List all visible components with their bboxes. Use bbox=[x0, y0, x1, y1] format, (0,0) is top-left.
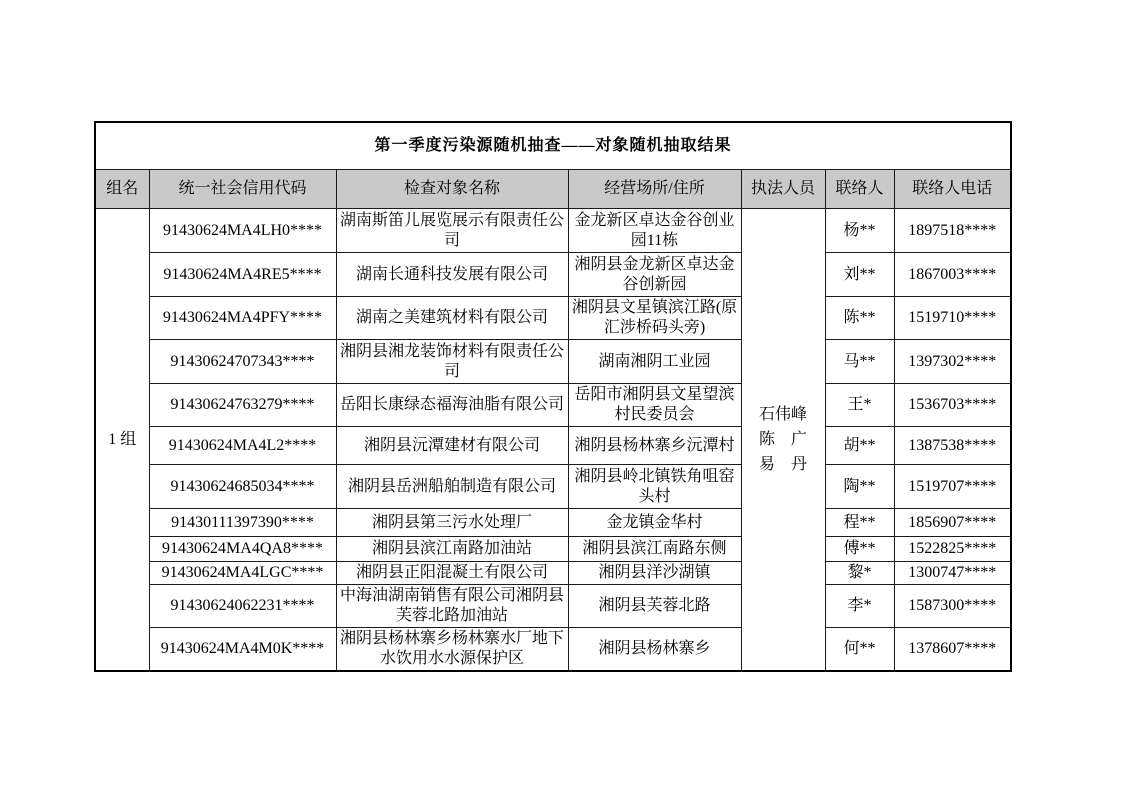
cell-address: 湘阴县金龙新区卓达金谷创新园 bbox=[568, 253, 741, 297]
cell-address: 湖南湘阴工业园 bbox=[568, 340, 741, 384]
cell-credit-code: 91430624MA4LH0**** bbox=[149, 209, 336, 253]
table-row bbox=[95, 427, 1011, 465]
group-name-cell: 1 组 bbox=[95, 209, 149, 672]
cell-object-name: 湖南之美建筑材料有限公司 bbox=[336, 297, 568, 340]
cell-address: 湘阴县滨江南路东侧 bbox=[568, 537, 741, 562]
cell-credit-code: 91430624062231**** bbox=[149, 585, 336, 628]
cell-object-name: 湘阴县正阳混凝土有限公司 bbox=[336, 562, 568, 585]
table-row bbox=[95, 465, 1011, 509]
cell-phone: 1856907**** bbox=[894, 509, 1011, 537]
table-row bbox=[95, 340, 1011, 384]
cell-address: 金龙镇金华村 bbox=[568, 509, 741, 537]
table-row bbox=[95, 253, 1011, 297]
cell-contact: 王* bbox=[825, 384, 894, 427]
cell-credit-code: 91430624MA4M0K**** bbox=[149, 628, 336, 672]
cell-phone: 1519707**** bbox=[894, 465, 1011, 509]
cell-contact: 陈** bbox=[825, 297, 894, 340]
cell-address: 岳阳市湘阴县文星望滨村民委员会 bbox=[568, 384, 741, 427]
col-header-code: 统一社会信用代码 bbox=[149, 170, 336, 209]
cell-contact: 刘** bbox=[825, 253, 894, 297]
col-header-address: 经营场所/住所 bbox=[568, 170, 741, 209]
enforcers-cell bbox=[741, 209, 825, 672]
table-row bbox=[95, 628, 1011, 672]
cell-object-name: 湘阴县湘龙装饰材料有限责任公司 bbox=[336, 340, 568, 384]
cell-address: 湘阴县岭北镇铁角咀窑头村 bbox=[568, 465, 741, 509]
cell-phone: 1897518**** bbox=[894, 209, 1011, 253]
col-header-phone: 联络人电话 bbox=[894, 170, 1011, 209]
cell-address: 湘阴县杨林寨乡沅潭村 bbox=[568, 427, 741, 465]
cell-phone: 1867003**** bbox=[894, 253, 1011, 297]
cell-address: 湘阴县洋沙湖镇 bbox=[568, 562, 741, 585]
col-header-name: 检查对象名称 bbox=[336, 170, 568, 209]
cell-contact: 胡** bbox=[825, 427, 894, 465]
cell-object-name: 湘阴县杨林寨乡杨林寨水厂地下水饮用水水源保护区 bbox=[336, 628, 568, 672]
title-row bbox=[95, 122, 1011, 170]
cell-phone: 1378607**** bbox=[894, 628, 1011, 672]
cell-contact: 杨** bbox=[825, 209, 894, 253]
cell-credit-code: 91430624685034**** bbox=[149, 465, 336, 509]
table-row bbox=[95, 297, 1011, 340]
table-row bbox=[95, 537, 1011, 562]
col-header-enforcers: 执法人员 bbox=[741, 170, 825, 209]
cell-phone: 1387538**** bbox=[894, 427, 1011, 465]
cell-phone: 1522825**** bbox=[894, 537, 1011, 562]
cell-address: 金龙新区卓达金谷创业园11栋 bbox=[568, 209, 741, 253]
cell-credit-code: 91430624707343**** bbox=[149, 340, 336, 384]
cell-contact: 何** bbox=[825, 628, 894, 672]
col-header-group: 组名 bbox=[95, 170, 149, 209]
header-row bbox=[95, 170, 1011, 209]
cell-credit-code: 91430624MA4L2**** bbox=[149, 427, 336, 465]
cell-credit-code: 91430111397390**** bbox=[149, 509, 336, 537]
cell-object-name: 岳阳长康绿态福海油脂有限公司 bbox=[336, 384, 568, 427]
enforcer-name: 石伟峰 bbox=[758, 406, 807, 423]
cell-phone: 1536703**** bbox=[894, 384, 1011, 427]
enforcer-name: 易 丹 bbox=[758, 456, 807, 473]
table-row bbox=[95, 585, 1011, 628]
inspection-results-table bbox=[94, 121, 1012, 672]
page-title: 第一季度污染源随机抽查——对象随机抽取结果 bbox=[95, 122, 1011, 170]
cell-contact: 李* bbox=[825, 585, 894, 628]
cell-contact: 傅** bbox=[825, 537, 894, 562]
cell-credit-code: 91430624MA4PFY**** bbox=[149, 297, 336, 340]
cell-credit-code: 91430624MA4QA8**** bbox=[149, 537, 336, 562]
cell-address: 湘阴县芙蓉北路 bbox=[568, 585, 741, 628]
cell-address: 湘阴县文星镇滨江路(原汇涉桥码头旁) bbox=[568, 297, 741, 340]
enforcer-name: 陈 广 bbox=[758, 431, 807, 448]
cell-phone: 1300747**** bbox=[894, 562, 1011, 585]
cell-contact: 黎* bbox=[825, 562, 894, 585]
cell-object-name: 湘阴县岳洲船舶制造有限公司 bbox=[336, 465, 568, 509]
col-header-contact: 联络人 bbox=[825, 170, 894, 209]
cell-object-name: 湘阴县沅潭建材有限公司 bbox=[336, 427, 568, 465]
cell-credit-code: 91430624MA4RE5**** bbox=[149, 253, 336, 297]
cell-object-name: 中海油湖南销售有限公司湘阴县芙蓉北路加油站 bbox=[336, 585, 568, 628]
cell-credit-code: 91430624MA4LGC**** bbox=[149, 562, 336, 585]
cell-phone: 1519710**** bbox=[894, 297, 1011, 340]
cell-object-name: 湖南斯笛儿展览展示有限责任公司 bbox=[336, 209, 568, 253]
table-row bbox=[95, 562, 1011, 585]
cell-contact: 马** bbox=[825, 340, 894, 384]
cell-contact: 程** bbox=[825, 509, 894, 537]
cell-address: 湘阴县杨林寨乡 bbox=[568, 628, 741, 672]
cell-credit-code: 91430624763279**** bbox=[149, 384, 336, 427]
table-row bbox=[95, 384, 1011, 427]
cell-object-name: 湘阴县第三污水处理厂 bbox=[336, 509, 568, 537]
cell-phone: 1587300**** bbox=[894, 585, 1011, 628]
table-row bbox=[95, 509, 1011, 537]
cell-contact: 陶** bbox=[825, 465, 894, 509]
table-row bbox=[95, 209, 1011, 253]
cell-object-name: 湘阴县滨江南路加油站 bbox=[336, 537, 568, 562]
cell-phone: 1397302**** bbox=[894, 340, 1011, 384]
cell-object-name: 湖南长通科技发展有限公司 bbox=[336, 253, 568, 297]
